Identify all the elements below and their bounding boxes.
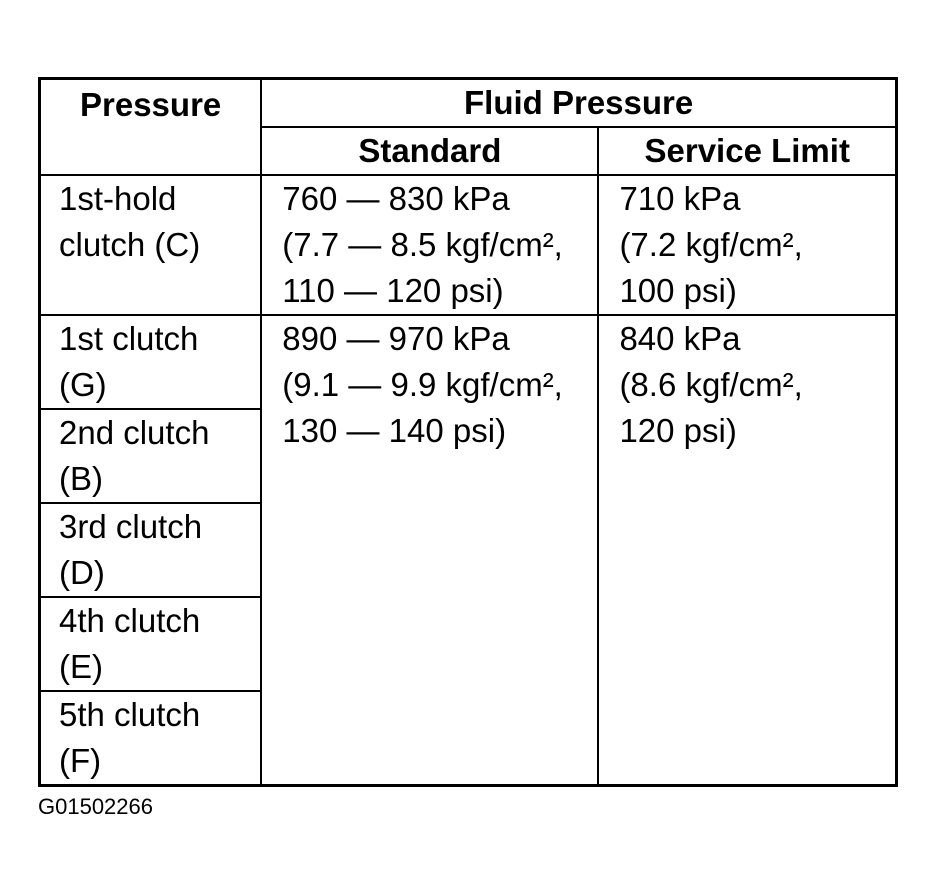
- table-row: [40, 315, 897, 409]
- pressure-cell: 5th clutch (F): [40, 691, 262, 786]
- table-row: [40, 175, 897, 315]
- pressure-cell: 3rd clutch (D): [40, 503, 262, 597]
- pressure-cell: 1st clutch (G): [40, 315, 262, 409]
- fluid-pressure-table: [38, 77, 898, 787]
- header-standard: Standard: [261, 127, 598, 175]
- service-limit-cell: 840 kPa (8.6 kgf/cm², 120 psi): [598, 315, 896, 786]
- service-limit-cell: 710 kPa (7.2 kgf/cm², 100 psi): [598, 175, 896, 315]
- table-header-row: [40, 79, 897, 128]
- pressure-cell: 4th clutch (E): [40, 597, 262, 691]
- header-service-limit: Service Limit: [598, 127, 896, 175]
- pressure-cell: 1st-hold clutch (C): [40, 175, 262, 315]
- pressure-cell: 2nd clutch (B): [40, 409, 262, 503]
- header-fluid-pressure: Fluid Pressure: [261, 79, 896, 128]
- standard-cell: 760 — 830 kPa (7.7 — 8.5 kgf/cm², 110 — 120 psi): [261, 175, 598, 315]
- figure-id: G01502266: [38, 794, 153, 819]
- header-pressure: Pressure: [40, 79, 262, 176]
- standard-cell: 890 — 970 kPa (9.1 — 9.9 kgf/cm², 130 — 140 psi): [261, 315, 598, 786]
